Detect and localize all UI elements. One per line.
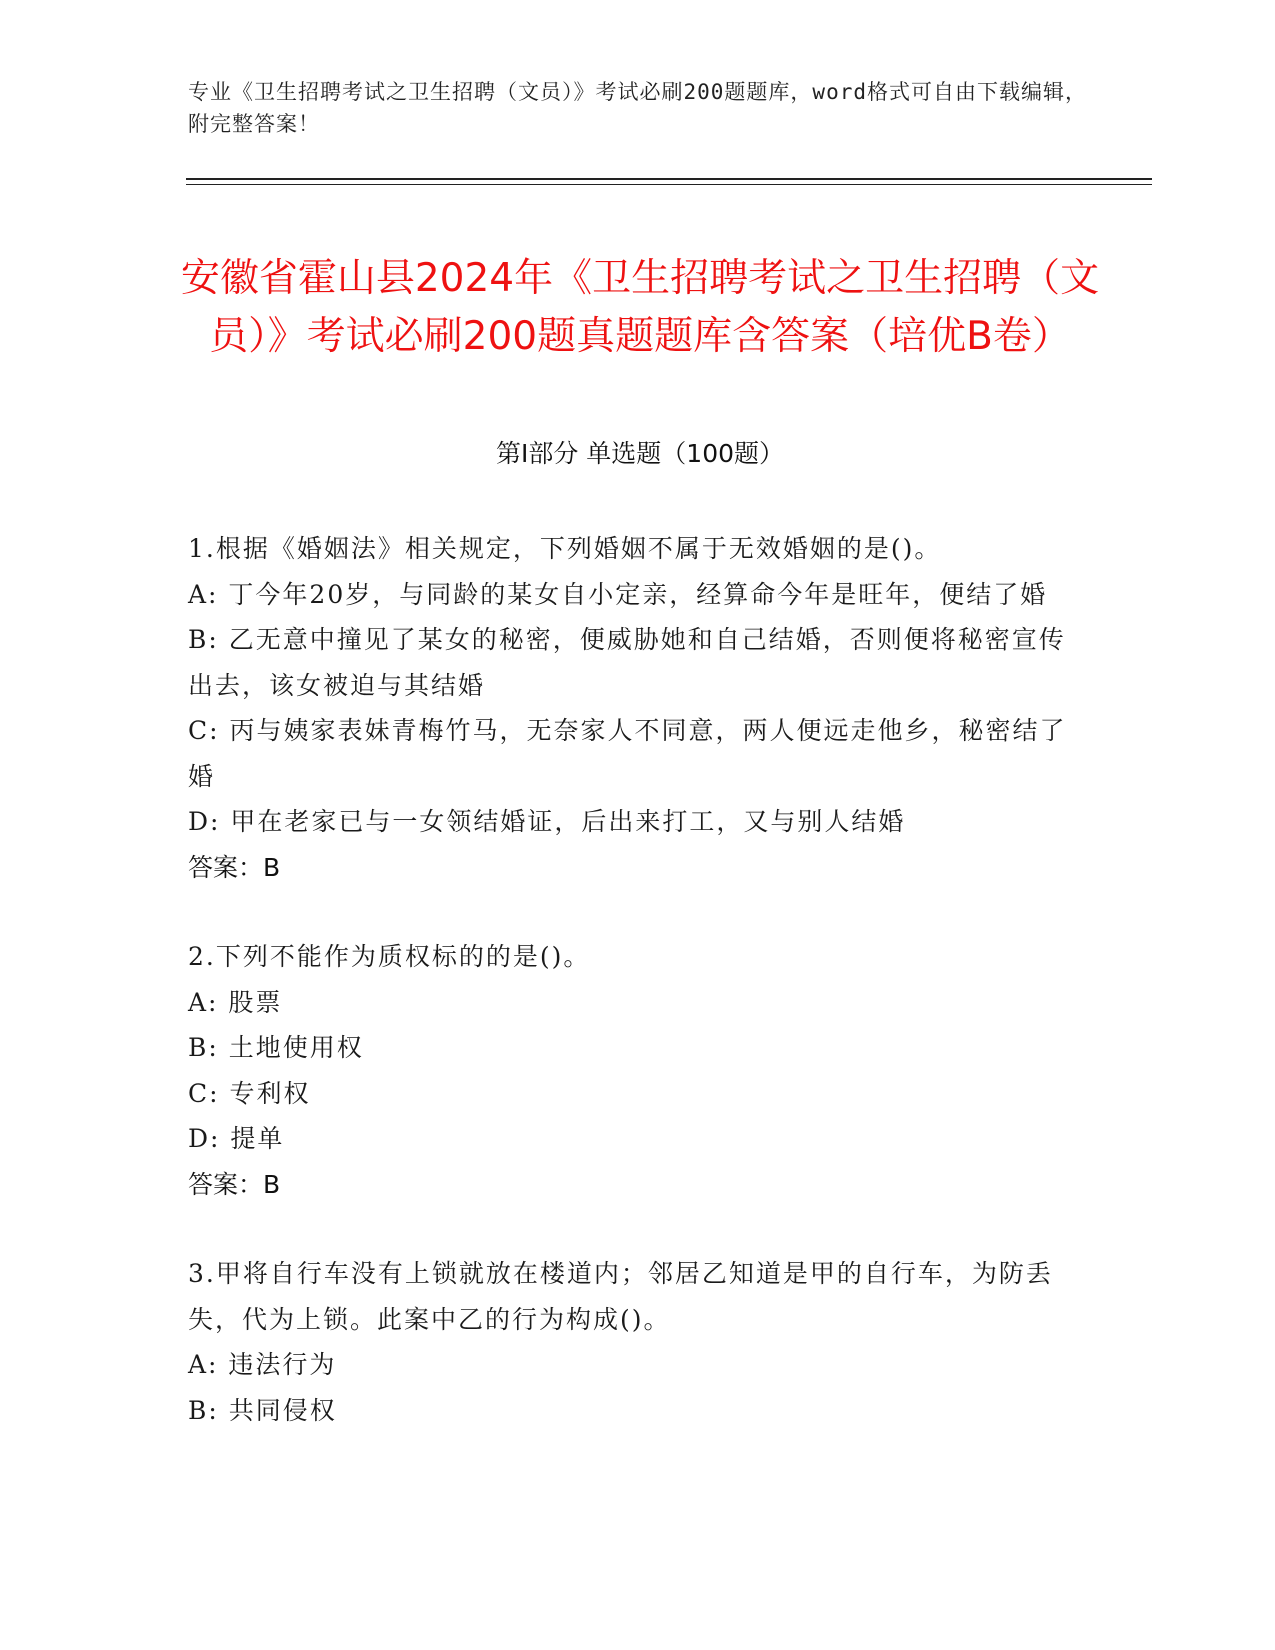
- option-b: B: 土地使用权: [188, 1033, 364, 1062]
- header-rule-thick: [186, 178, 1152, 180]
- answer: 答案：B: [188, 1169, 281, 1199]
- option-c: C: 专利权: [188, 1078, 311, 1108]
- option-c: C: 丙与姨家表妹青梅竹马，无奈家人不同意，两人便远走他乡，秘密结了婚: [188, 716, 1067, 791]
- option-a: A: 股票: [188, 987, 283, 1017]
- option-a: A: 丁今年20岁，与同龄的某女自小定亲，经算命今年是旺年，便结了婚: [188, 579, 1048, 609]
- header-rule-thin: [186, 184, 1152, 185]
- section-title: 第I部分 单选题（100题）: [495, 439, 785, 468]
- option-b: B: 乙无意中撞见了某女的秘密，便威胁她和自己结婚，否则便将秘密宣传出去，该女被迫与其结婚: [188, 625, 1066, 700]
- question-stem: 2.下列不能作为质权标的的是()。: [188, 942, 591, 971]
- option-b: B: 共同侵权: [188, 1395, 337, 1425]
- question-1: [188, 526, 1088, 890]
- question-stem: 3.甲将自行车没有上锁就放在楼道内；邻居乙知道是甲的自行车，为防丢失，代为上锁。此案中乙的行为构成()。: [188, 1259, 1053, 1334]
- answer: 答案：B: [188, 852, 281, 882]
- option-a: A: 违法行为: [188, 1350, 337, 1379]
- question-stem: 1.根据《婚姻法》相关规定，下列婚姻不属于无效婚姻的是()。: [188, 534, 942, 563]
- header-note: 专业《卫生招聘考试之卫生招聘（文员）》考试必刷200题题库，word格式可自由下载编辑，附完整答案！: [188, 80, 1087, 136]
- document-title: 安徽省霍山县2024年《卫生招聘考试之卫生招聘（文员）》考试必刷200题真题题库含答案（培优B卷）: [180, 256, 1100, 360]
- option-d: D: 甲在老家已与一女领结婚证，后出来打工，又与别人结婚: [188, 807, 906, 836]
- question-2: [188, 934, 1088, 1207]
- question-3: [188, 1251, 1088, 1433]
- question-list: [188, 526, 1088, 1477]
- option-d: D: 提单: [188, 1124, 285, 1153]
